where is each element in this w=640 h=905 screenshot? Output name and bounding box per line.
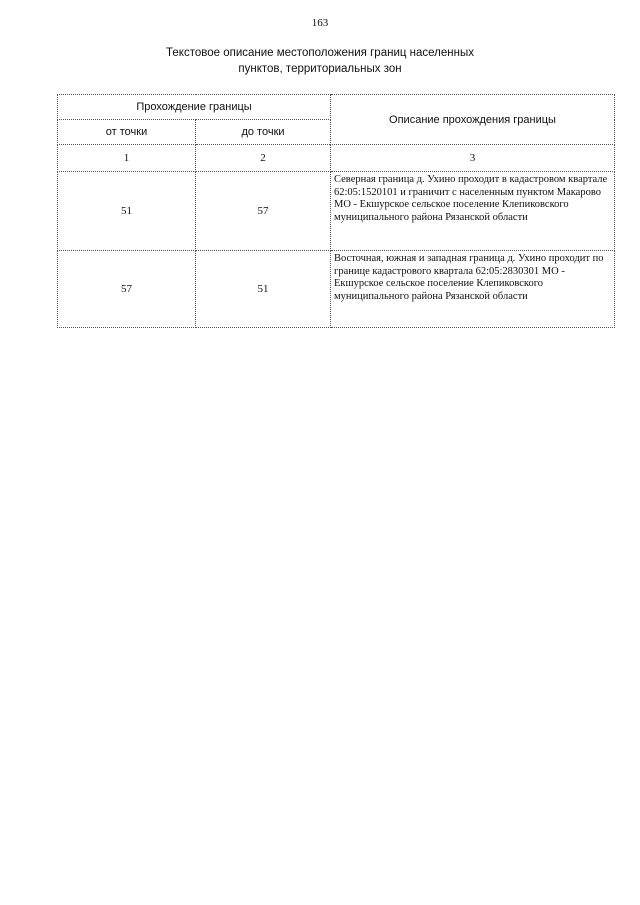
column-number-1: 1 (58, 145, 196, 172)
header-from-point: от точки (58, 120, 196, 145)
page-number: 163 (311, 17, 329, 29)
header-boundary-description: Описание прохождения границы (331, 95, 615, 145)
document-title-line-1: Текстовое описание местоположения границ населенных (166, 47, 474, 59)
column-number-2: 2 (196, 145, 331, 172)
table-row (58, 251, 615, 328)
document-title-line-2: пунктов, территориальных зон (238, 63, 402, 75)
table-row (58, 172, 615, 251)
document-title (120, 45, 520, 77)
row-to-point: 57 (196, 172, 331, 251)
row-from-point: 57 (58, 251, 196, 328)
header-boundary-passage: Прохождение границы (58, 95, 331, 120)
row-to-point: 51 (196, 251, 331, 328)
column-number-3: 3 (331, 145, 615, 172)
boundary-description-table (57, 94, 615, 328)
row-from-point: 51 (58, 172, 196, 251)
row-description: Восточная, южная и западная граница д. Ухино проходит по границе кадастрового квартала 62:05:2830301 МО - Екшурское сельское поселение Клепиковского муниципального района Рязанской области (331, 251, 615, 328)
row-description: Северная граница д. Ухино проходит в кадастровом квартале 62:05:1520101 и граничит с населенным пунктом Макарово МО - Екшурское сельское поселение Клепиковского муниципального района Рязанской области (331, 172, 615, 251)
header-to-point: до точки (196, 120, 331, 145)
